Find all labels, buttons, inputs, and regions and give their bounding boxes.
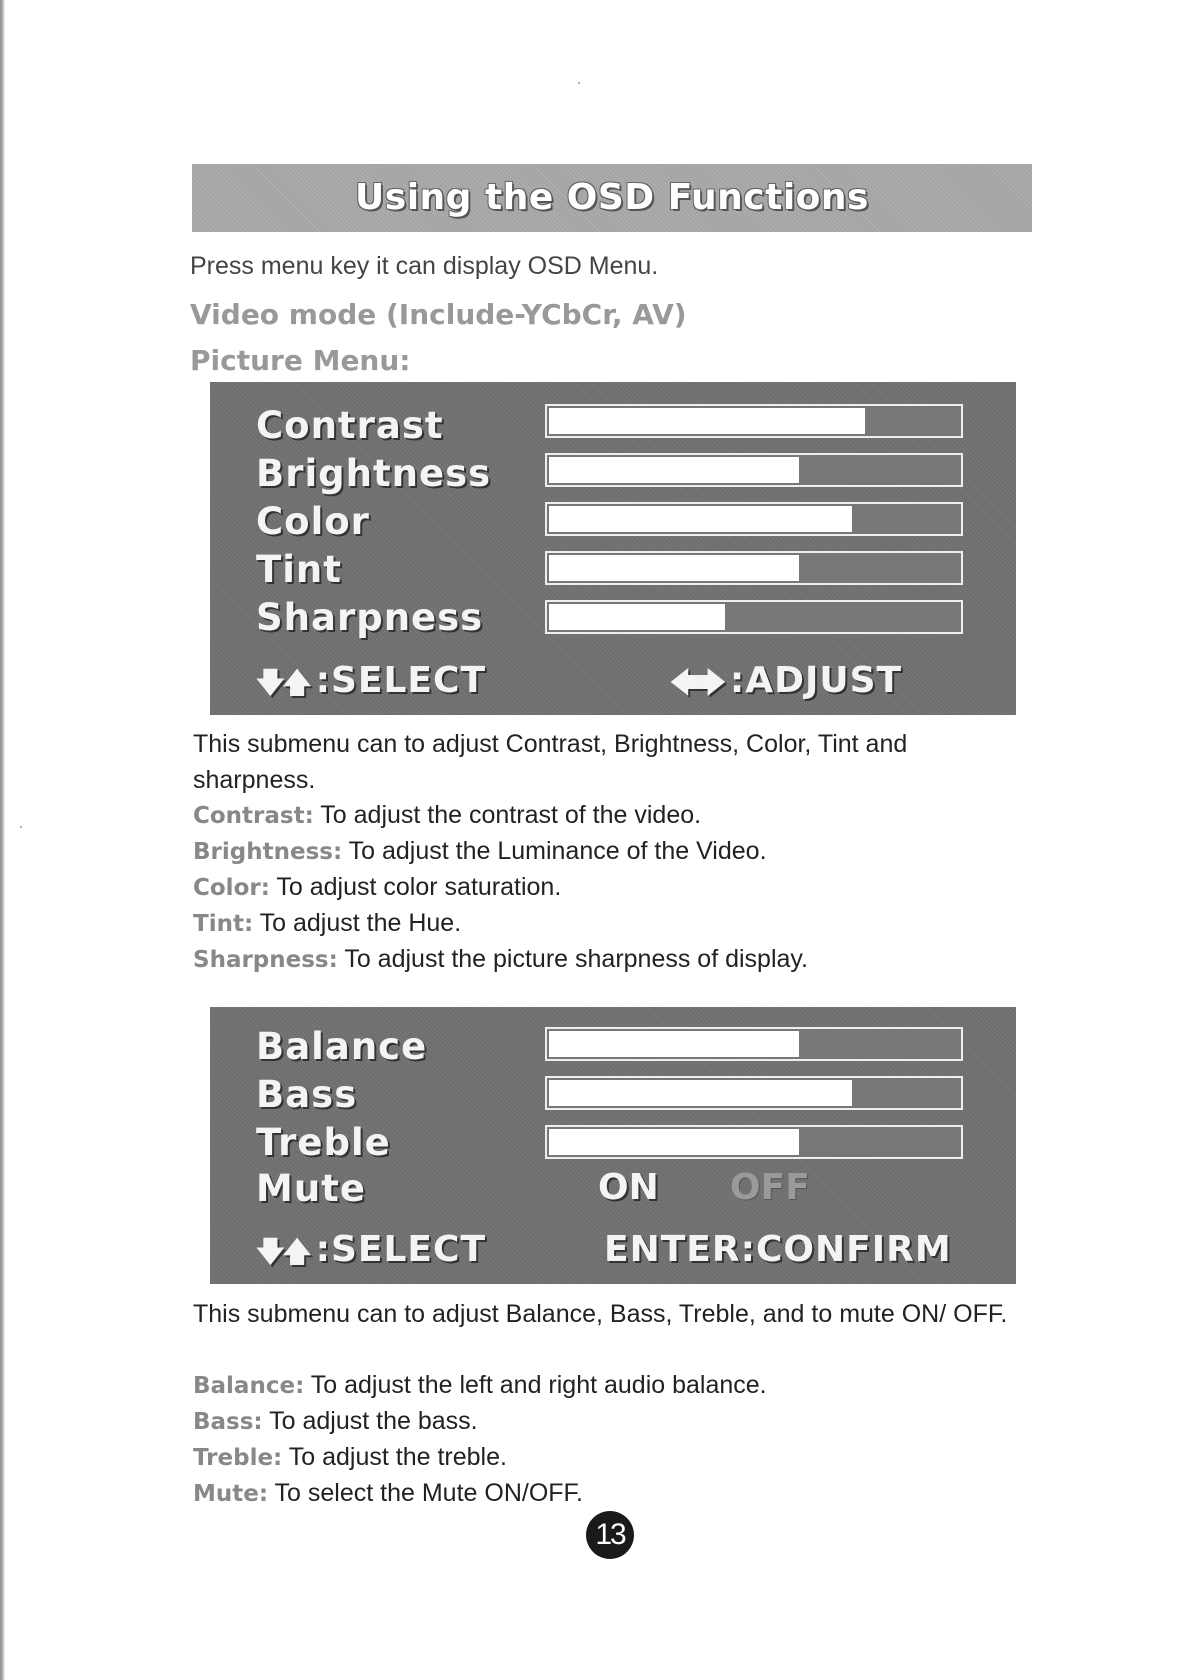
brightness-level-bar (545, 453, 963, 487)
contrast-level-bar (545, 404, 963, 438)
osd-label-tint: Tint (256, 548, 342, 591)
color-level-fill (549, 506, 852, 532)
sharpness-level-bar (545, 600, 963, 634)
section-header-band (192, 164, 1032, 232)
intro-text: Press menu key it can display OSD Menu. (190, 252, 659, 280)
def-term: Treble: (193, 1445, 283, 1471)
osd-label-contrast: Contrast (256, 404, 444, 447)
def-term: Bass: (193, 1409, 263, 1435)
sharpness-level-fill (549, 604, 725, 630)
def-text: To adjust the Luminance of the Video. (342, 837, 767, 865)
def-term: Tint: (193, 911, 254, 937)
def-text: To adjust the bass. (262, 1407, 478, 1435)
adjust-hint (670, 660, 902, 710)
left-right-arrows-icon: 🡄🡆 (670, 666, 724, 699)
def-tint (193, 909, 461, 938)
def-brightness (193, 837, 767, 866)
select-hint-label: :SELECT (315, 1229, 487, 1270)
select-hint-label: :SELECT (315, 660, 487, 701)
scan-speck (578, 82, 580, 84)
def-text: To select the Mute ON/OFF. (268, 1479, 583, 1507)
tint-level-fill (549, 555, 799, 581)
def-mute (193, 1479, 583, 1508)
adjust-hint-label: :ADJUST (729, 660, 903, 701)
def-treble (193, 1443, 507, 1472)
def-text: To adjust the left and right audio balance. (304, 1371, 767, 1399)
contrast-level-fill (549, 408, 865, 434)
osd-label-balance: Balance (256, 1025, 428, 1068)
picture-description: This submenu can to adjust Contrast, Brightness, Color, Tint and sharpness. (193, 730, 908, 794)
color-level-bar (545, 502, 963, 536)
audio-description: This submenu can to adjust Balance, Bass, Treble, and to mute ON/ OFF. (193, 1300, 1008, 1328)
page-edge-shadow (0, 0, 5, 1680)
bass-level-bar (545, 1076, 963, 1110)
def-term: Brightness: (193, 839, 343, 865)
def-text: To adjust color saturation. (269, 873, 562, 901)
def-balance (193, 1371, 767, 1400)
select-hint (256, 1229, 486, 1279)
osd-label-brightness: Brightness (256, 452, 492, 495)
def-color (193, 873, 561, 902)
def-term: Color: (193, 875, 270, 901)
bass-level-fill (549, 1080, 852, 1106)
def-text: To adjust the treble. (282, 1443, 507, 1471)
def-bass (193, 1407, 478, 1436)
down-up-arrows-icon: 🡇🡅 (256, 1235, 310, 1268)
def-term: Contrast: (193, 803, 314, 829)
def-contrast (193, 801, 701, 830)
select-hint (256, 660, 486, 710)
def-term: Balance: (193, 1373, 305, 1399)
page-number-badge: 13 (586, 1511, 634, 1559)
def-text: To adjust the contrast of the video. (313, 801, 702, 829)
def-text: To adjust the picture sharpness of display. (337, 945, 809, 973)
osd-label-treble: Treble (256, 1121, 391, 1164)
def-sharpness (193, 945, 808, 974)
def-term: Sharpness: (193, 947, 338, 973)
osd-label-mute: Mute (256, 1167, 366, 1210)
video-mode-heading: Video mode (Include-YCbCr, AV) (190, 298, 687, 331)
balance-level-fill (549, 1031, 799, 1057)
down-up-arrows-icon: 🡇🡅 (256, 666, 310, 699)
confirm-hint: ENTER:CONFIRM (604, 1229, 952, 1270)
picture-menu-heading: Picture Menu: (190, 344, 411, 377)
audio-osd-panel (210, 1007, 1016, 1284)
scan-speck (20, 826, 22, 828)
page-title: Using the OSD Functions (355, 177, 869, 218)
mute-on-option: ON (598, 1167, 659, 1208)
def-text: To adjust the Hue. (253, 909, 462, 937)
tint-level-bar (545, 551, 963, 585)
treble-level-bar (545, 1125, 963, 1159)
def-term: Mute: (193, 1481, 269, 1507)
treble-level-fill (549, 1129, 799, 1155)
brightness-level-fill (549, 457, 799, 483)
mute-off-option: OFF (730, 1167, 810, 1208)
osd-label-color: Color (256, 500, 370, 543)
balance-level-bar (545, 1027, 963, 1061)
picture-osd-panel (210, 382, 1016, 715)
osd-label-sharpness: Sharpness (256, 596, 484, 639)
osd-label-bass: Bass (256, 1073, 358, 1116)
